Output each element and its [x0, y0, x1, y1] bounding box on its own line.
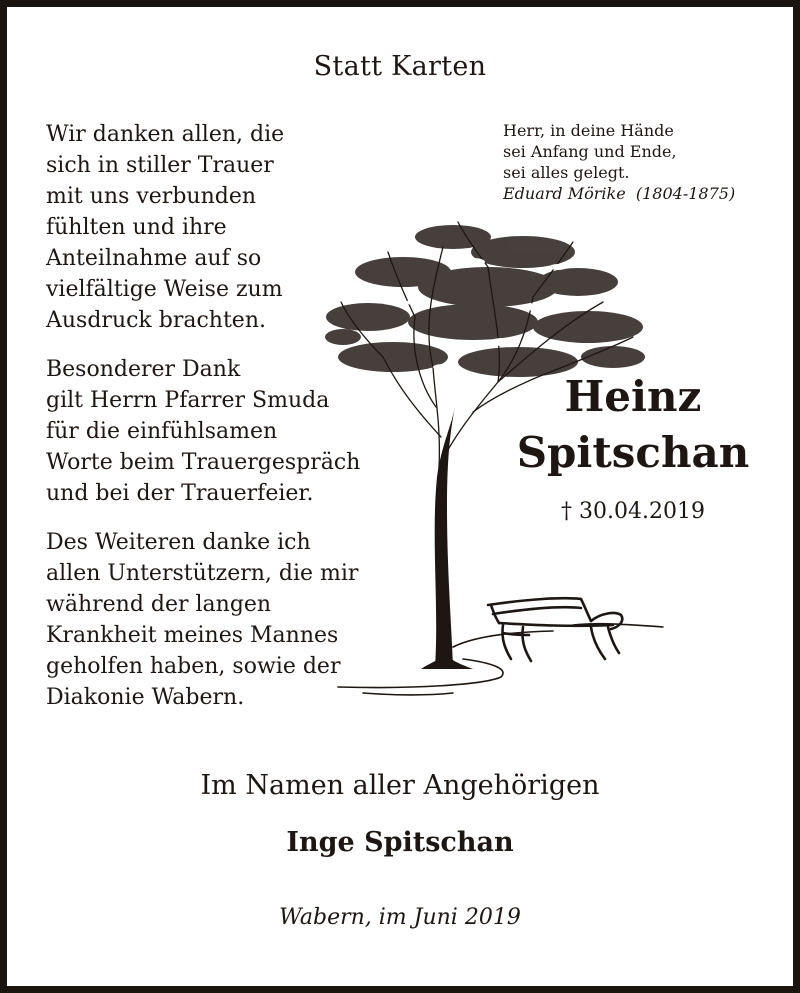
quote-line: Herr, in deine Hände [503, 121, 674, 140]
text-line: Anteilnahme auf so [46, 246, 262, 271]
text-line: gilt Herrn Pfarrer Smuda [46, 388, 330, 413]
tree-foliage [325, 225, 645, 377]
quote-line: sei Anfang und Ende, [503, 142, 677, 161]
text-line: fühlten und ihre [46, 215, 227, 240]
quote-author-line [503, 183, 773, 204]
text-line: Ausdruck brachten. [46, 308, 266, 333]
text-line: Des Weiteren danke ich [46, 530, 311, 555]
text-line: während der langen [46, 592, 272, 617]
text-line: Wir danken allen, die [46, 122, 285, 147]
text-line: Besonderer Dank [46, 357, 241, 382]
deceased-name [483, 369, 783, 481]
text-line: allen Unterstützern, die mir [46, 561, 359, 586]
signer-name: Inge Spitschan [286, 827, 514, 858]
text-line: vielfältige Weise zum [46, 277, 283, 302]
text-line: für die einfühlsamen [46, 419, 278, 444]
text-line: mit uns verbunden [46, 184, 257, 209]
family-line: Im Namen aller Angehörigen [200, 770, 600, 801]
death-date: † 30.04.2019 [561, 499, 705, 524]
place-date: Wabern, im Juni 2019 [279, 905, 521, 930]
deceased-last-name: Spitschan [516, 428, 750, 477]
quote-author-years: (1804-1875) [635, 184, 736, 203]
text-line: und bei der Trauerfeier. [46, 481, 314, 506]
header-statt-karten: Statt Karten [313, 51, 487, 82]
text-line: sich in stiller Trauer [46, 153, 274, 178]
text-line: Diakonie Wabern. [46, 685, 245, 710]
quote-author: Eduard Mörike [503, 184, 626, 203]
bench-illustration [488, 598, 622, 661]
text-line: geholfen haben, sowie der [46, 654, 341, 679]
ground-path [338, 624, 663, 695]
text-line: Worte beim Trauergespräch [46, 450, 361, 475]
bible-quote [503, 120, 773, 204]
text-line: Krankheit meines Mannes [46, 623, 339, 648]
tree-trunk [435, 407, 455, 667]
deceased-first-name: Heinz [564, 372, 702, 421]
quote-line: sei alles gelegt. [503, 163, 630, 182]
